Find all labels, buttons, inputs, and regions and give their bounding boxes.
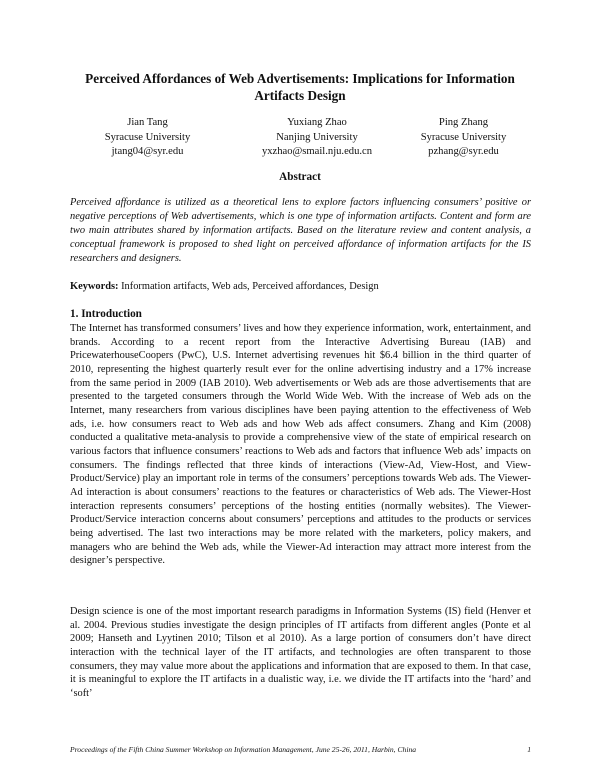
- paper-title: Perceived Affordances of Web Advertisements: Implications for Information Artifacts Design: [85, 71, 515, 103]
- footer-proceedings: Proceedings of the Fifth China Summer Workshop on Information Management, June 25-26, 2011, Harbin, China: [70, 745, 417, 754]
- author-block: [0, 116, 600, 166]
- author-name: Yuxiang Zhao: [287, 117, 347, 128]
- author-email: yxzhao@smail.nju.edu.cn: [261, 146, 373, 157]
- keywords-line: [70, 280, 531, 294]
- abstract-text: Perceived affordance is utilized as a theoretical lens to explore factors influencing consumers’ positive or negative perceptions of Web advertisements, which is one type of information artifacts. Content and form are two main attributes shared by information artifacts. Based on the literature review and content analysis, a conceptual framework is proposed to shed light on perceived affordance of information artifacts for the IS researchers and designers.: [70, 197, 531, 264]
- page-footer: [70, 745, 531, 755]
- author-name: Jian Tang: [127, 117, 168, 128]
- abstract-heading: Abstract: [279, 171, 321, 183]
- author-affiliation: Syracuse University: [420, 131, 507, 143]
- author-3: [396, 116, 531, 160]
- keywords-label: Keywords:: [70, 281, 119, 292]
- author-name: Ping Zhang: [438, 117, 489, 128]
- author-affiliation: Syracuse University: [104, 131, 191, 143]
- body-paragraph: The Internet has transformed consumers’ lives and how they experience information, work, entertainment, and brands. According to a recent report from the Interactive Advertising Bureau (IAB) and PricewaterhouseCoopers (PwC), U.S. Internet advertising revenues hit $6.4 billion in the third quarter of 2010, representing the highest quarterly result ever for the online advertising industry and a 17% increase from the same period in 2009 (IAB 2010). Web advertisements or Web ads are those advertisements that are presented to the targeted consumers through the World Wide Web. With the increase of Web ads on the Internet, many researchers from various disciplines have been paying attention to the effectiveness of Web ads, i.e. how consumers react to Web ads and how Web ads affect consumers. Zhang and Kim (2008) conducted a qualitative meta-analysis to provide a comprehensive view of the state of empirical research on various factors that influence consumers’ reactions to Web ads and factors that influence Web ads’ impacts on consumers. The findings reflected that three kinds of interactions (View-Ad, View-Host, and View-Product/Service) play an important role in terms of the consumers’ perceptions towards Web ads. The Viewer-Ad interaction is about consumers’ reactions to the features or characteristics of Web ads. The Viewer-Host interaction represents consumers’ perceptions of the hosting entities (normally websites). The Viewer-Product/Service interaction concerns about consumers’ perceptions and attitudes to the products or services being advertised. The last two interactions may be more related with the marketers, policy makers, and managers who are behind the Web ads, while the Viewer-Ad interaction may attract more interest from the designer’s perspective.: [70, 323, 531, 567]
- page-number: 1: [527, 745, 531, 754]
- author-email: jtang04@syr.edu: [111, 146, 184, 157]
- body-paragraph: Design science is one of the most important research paradigms in Information Systems (IS) field (Henver et al. 2004. Previous studies investigate the design principles of IT artifacts from different angles (Ponte et al 2009; Hanseth and Lyytinen 2010; Tilson et al 2010). As a large portion of consumers don’t have direct interaction with the technical layer of the IT artifacts, and technologies are often transparent to those consumers, they may value more about the applications and information that are exposed to them. In that case, it is meaningful to explore the IT artifacts in a dualistic way, i.e. we divide the IT artifacts into the ‘hard’ and ‘soft’: [70, 606, 531, 699]
- section-heading: 1. Introduction: [70, 308, 142, 320]
- author-1: [80, 116, 215, 160]
- author-email: pzhang@syr.edu: [428, 146, 499, 157]
- author-2: [232, 116, 402, 160]
- author-affiliation: Nanjing University: [276, 131, 358, 143]
- keywords-list: Information artifacts, Web ads, Perceived affordances, Design: [121, 281, 379, 292]
